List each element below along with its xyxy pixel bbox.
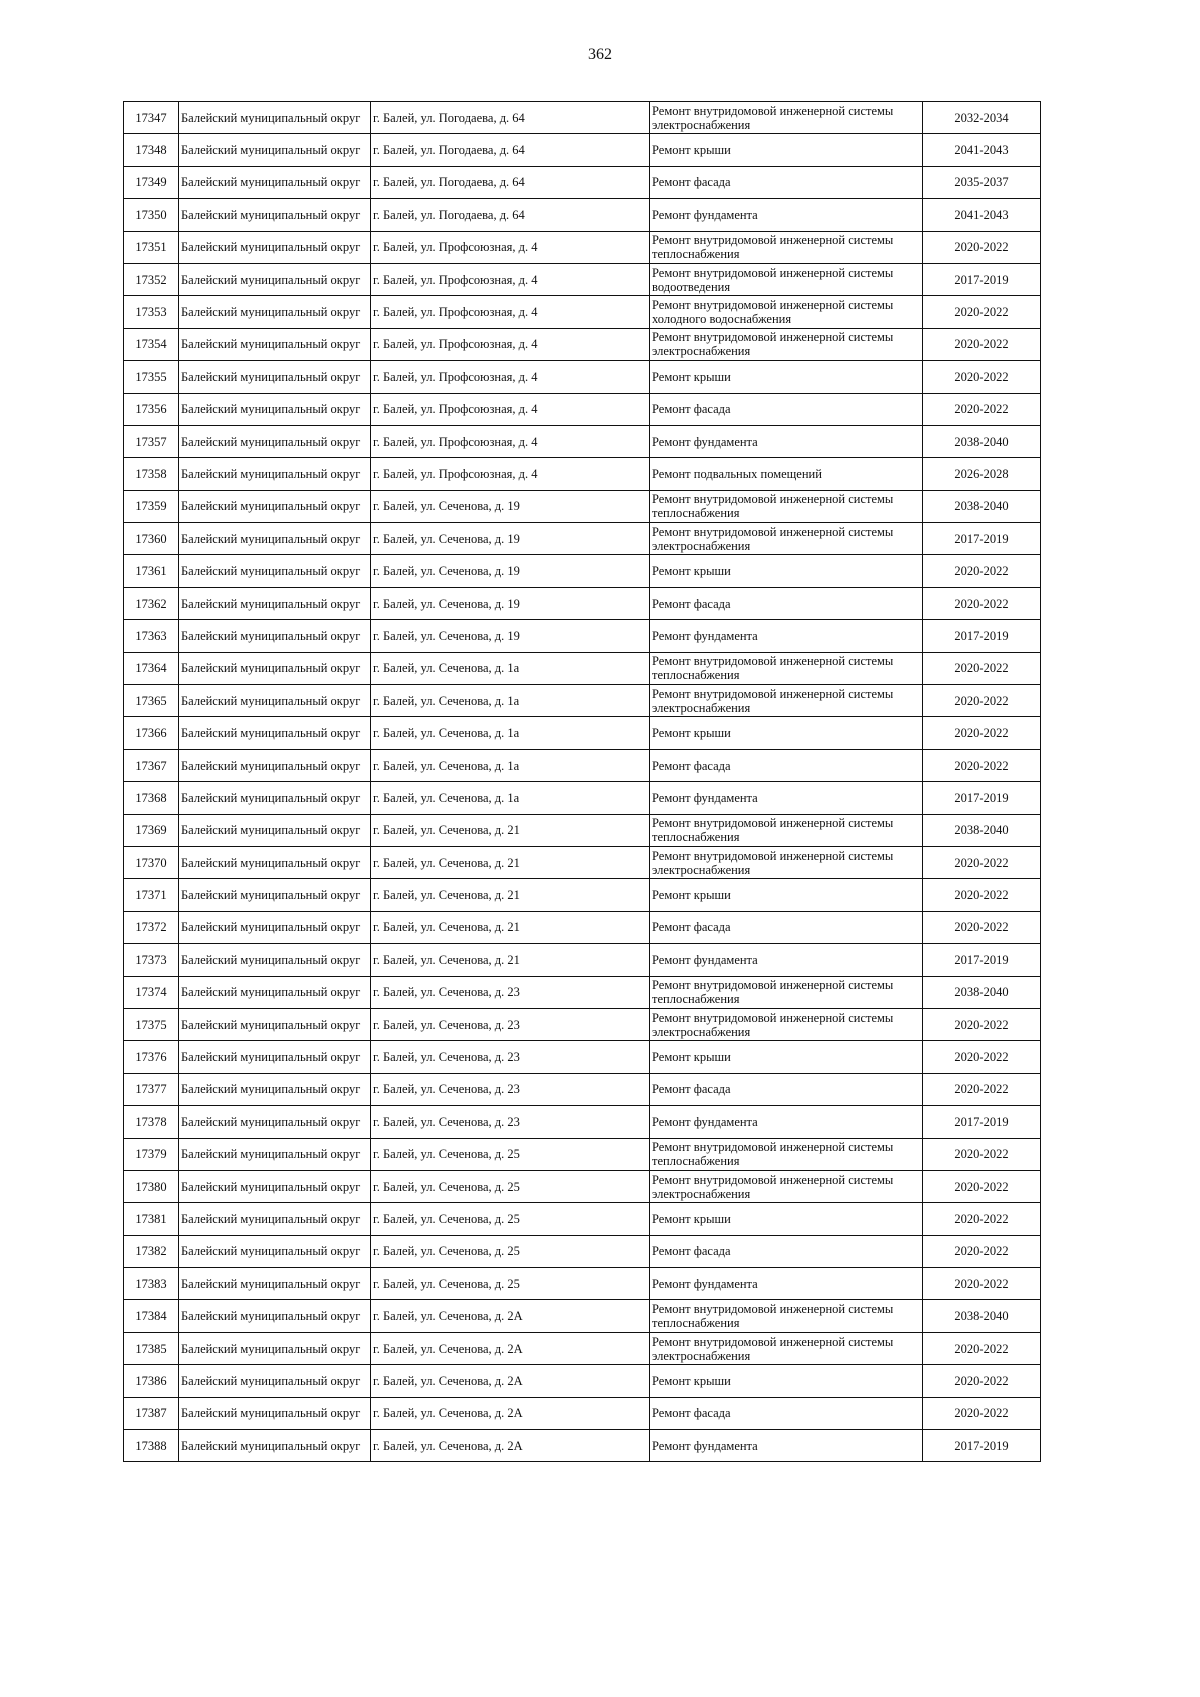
municipality-cell: Балейский муниципальный округ bbox=[179, 425, 371, 457]
address-cell: г. Балей, ул. Сеченова, д. 19 bbox=[371, 555, 650, 587]
row-number-cell: 17382 bbox=[124, 1235, 179, 1267]
work-type-cell: Ремонт фундамента bbox=[650, 1430, 923, 1462]
municipality-cell: Балейский муниципальный округ bbox=[179, 263, 371, 295]
period-cell: 2017-2019 bbox=[923, 620, 1041, 652]
period-cell: 2041-2043 bbox=[923, 199, 1041, 231]
address-cell: г. Балей, ул. Сеченова, д. 23 bbox=[371, 1041, 650, 1073]
period-cell: 2020-2022 bbox=[923, 652, 1041, 684]
municipality-cell: Балейский муниципальный округ bbox=[179, 1397, 371, 1429]
address-cell: г. Балей, ул. Сеченова, д. 19 bbox=[371, 587, 650, 619]
row-number-cell: 17372 bbox=[124, 911, 179, 943]
work-type-cell: Ремонт крыши bbox=[650, 1365, 923, 1397]
row-number-cell: 17385 bbox=[124, 1332, 179, 1364]
municipality-cell: Балейский муниципальный округ bbox=[179, 1365, 371, 1397]
municipality-cell: Балейский муниципальный округ bbox=[179, 458, 371, 490]
address-cell: г. Балей, ул. Сеченова, д. 21 bbox=[371, 846, 650, 878]
table-row bbox=[124, 814, 1041, 846]
work-type-cell: Ремонт внутридомовой инженерной системы электроснабжения bbox=[650, 1332, 923, 1364]
period-cell: 2020-2022 bbox=[923, 911, 1041, 943]
period-cell: 2020-2022 bbox=[923, 328, 1041, 360]
municipality-cell: Балейский муниципальный округ bbox=[179, 782, 371, 814]
work-type-cell: Ремонт фундамента bbox=[650, 782, 923, 814]
row-number-cell: 17363 bbox=[124, 620, 179, 652]
row-number-cell: 17370 bbox=[124, 846, 179, 878]
table-row bbox=[124, 1365, 1041, 1397]
work-type-cell: Ремонт внутридомовой инженерной системы водоотведения bbox=[650, 263, 923, 295]
work-type-cell: Ремонт внутридомовой инженерной системы электроснабжения bbox=[650, 523, 923, 555]
row-number-cell: 17347 bbox=[124, 102, 179, 134]
work-type-cell: Ремонт крыши bbox=[650, 1203, 923, 1235]
work-type-cell: Ремонт внутридомовой инженерной системы электроснабжения bbox=[650, 846, 923, 878]
row-number-cell: 17362 bbox=[124, 587, 179, 619]
period-cell: 2026-2028 bbox=[923, 458, 1041, 490]
row-number-cell: 17352 bbox=[124, 263, 179, 295]
work-type-cell: Ремонт крыши bbox=[650, 555, 923, 587]
period-cell: 2020-2022 bbox=[923, 749, 1041, 781]
address-cell: г. Балей, ул. Сеченова, д. 2А bbox=[371, 1332, 650, 1364]
address-cell: г. Балей, ул. Сеченова, д. 25 bbox=[371, 1170, 650, 1202]
work-type-cell: Ремонт фасада bbox=[650, 911, 923, 943]
municipality-cell: Балейский муниципальный округ bbox=[179, 814, 371, 846]
work-type-cell: Ремонт внутридомовой инженерной системы электроснабжения bbox=[650, 685, 923, 717]
address-cell: г. Балей, ул. Сеченова, д. 25 bbox=[371, 1203, 650, 1235]
address-cell: г. Балей, ул. Сеченова, д. 19 bbox=[371, 523, 650, 555]
municipality-cell: Балейский муниципальный округ bbox=[179, 1106, 371, 1138]
period-cell: 2017-2019 bbox=[923, 1430, 1041, 1462]
period-cell: 2032-2034 bbox=[923, 102, 1041, 134]
work-type-cell: Ремонт фундамента bbox=[650, 620, 923, 652]
table-row bbox=[124, 620, 1041, 652]
table-row bbox=[124, 523, 1041, 555]
address-cell: г. Балей, ул. Профсоюзная, д. 4 bbox=[371, 263, 650, 295]
address-cell: г. Балей, ул. Сеченова, д. 25 bbox=[371, 1138, 650, 1170]
period-cell: 2020-2022 bbox=[923, 1365, 1041, 1397]
address-cell: г. Балей, ул. Погодаева, д. 64 bbox=[371, 102, 650, 134]
period-cell: 2020-2022 bbox=[923, 1268, 1041, 1300]
municipality-cell: Балейский муниципальный округ bbox=[179, 1300, 371, 1332]
municipality-cell: Балейский муниципальный округ bbox=[179, 231, 371, 263]
row-number-cell: 17388 bbox=[124, 1430, 179, 1462]
table-row bbox=[124, 555, 1041, 587]
work-type-cell: Ремонт внутридомовой инженерной системы теплоснабжения bbox=[650, 652, 923, 684]
row-number-cell: 17355 bbox=[124, 361, 179, 393]
row-number-cell: 17356 bbox=[124, 393, 179, 425]
period-cell: 2035-2037 bbox=[923, 166, 1041, 198]
period-cell: 2038-2040 bbox=[923, 425, 1041, 457]
row-number-cell: 17359 bbox=[124, 490, 179, 522]
period-cell: 2020-2022 bbox=[923, 1332, 1041, 1364]
address-cell: г. Балей, ул. Профсоюзная, д. 4 bbox=[371, 425, 650, 457]
work-type-cell: Ремонт фундамента bbox=[650, 1106, 923, 1138]
municipality-cell: Балейский муниципальный округ bbox=[179, 1235, 371, 1267]
address-cell: г. Балей, ул. Сеченова, д. 23 bbox=[371, 976, 650, 1008]
table-row bbox=[124, 328, 1041, 360]
work-type-cell: Ремонт внутридомовой инженерной системы теплоснабжения bbox=[650, 490, 923, 522]
work-type-cell: Ремонт крыши bbox=[650, 879, 923, 911]
row-number-cell: 17376 bbox=[124, 1041, 179, 1073]
municipality-cell: Балейский муниципальный округ bbox=[179, 587, 371, 619]
address-cell: г. Балей, ул. Сеченова, д. 21 bbox=[371, 879, 650, 911]
period-cell: 2038-2040 bbox=[923, 814, 1041, 846]
row-number-cell: 17375 bbox=[124, 1008, 179, 1040]
row-number-cell: 17373 bbox=[124, 944, 179, 976]
work-type-cell: Ремонт внутридомовой инженерной системы электроснабжения bbox=[650, 1008, 923, 1040]
address-cell: г. Балей, ул. Профсоюзная, д. 4 bbox=[371, 393, 650, 425]
table-row bbox=[124, 458, 1041, 490]
row-number-cell: 17361 bbox=[124, 555, 179, 587]
municipality-cell: Балейский муниципальный округ bbox=[179, 1041, 371, 1073]
municipality-cell: Балейский муниципальный округ bbox=[179, 652, 371, 684]
address-cell: г. Балей, ул. Сеченова, д. 21 bbox=[371, 814, 650, 846]
table-row bbox=[124, 879, 1041, 911]
municipality-cell: Балейский муниципальный округ bbox=[179, 749, 371, 781]
municipality-cell: Балейский муниципальный округ bbox=[179, 166, 371, 198]
address-cell: г. Балей, ул. Профсоюзная, д. 4 bbox=[371, 361, 650, 393]
row-number-cell: 17353 bbox=[124, 296, 179, 328]
table-row bbox=[124, 425, 1041, 457]
row-number-cell: 17386 bbox=[124, 1365, 179, 1397]
work-type-cell: Ремонт крыши bbox=[650, 717, 923, 749]
municipality-cell: Балейский муниципальный округ bbox=[179, 911, 371, 943]
municipality-cell: Балейский муниципальный округ bbox=[179, 296, 371, 328]
table-row bbox=[124, 199, 1041, 231]
municipality-cell: Балейский муниципальный округ bbox=[179, 879, 371, 911]
municipality-cell: Балейский муниципальный округ bbox=[179, 1268, 371, 1300]
table-row bbox=[124, 1106, 1041, 1138]
row-number-cell: 17367 bbox=[124, 749, 179, 781]
municipality-cell: Балейский муниципальный округ bbox=[179, 361, 371, 393]
table-row bbox=[124, 717, 1041, 749]
table-row bbox=[124, 1008, 1041, 1040]
work-type-cell: Ремонт фасада bbox=[650, 393, 923, 425]
period-cell: 2038-2040 bbox=[923, 1300, 1041, 1332]
period-cell: 2020-2022 bbox=[923, 717, 1041, 749]
period-cell: 2020-2022 bbox=[923, 1203, 1041, 1235]
address-cell: г. Балей, ул. Профсоюзная, д. 4 bbox=[371, 231, 650, 263]
row-number-cell: 17374 bbox=[124, 976, 179, 1008]
table-row bbox=[124, 911, 1041, 943]
table-row bbox=[124, 1268, 1041, 1300]
row-number-cell: 17384 bbox=[124, 1300, 179, 1332]
municipality-cell: Балейский муниципальный округ bbox=[179, 328, 371, 360]
table-row bbox=[124, 1430, 1041, 1462]
municipality-cell: Балейский муниципальный округ bbox=[179, 1170, 371, 1202]
table-body bbox=[124, 102, 1041, 1462]
period-cell: 2020-2022 bbox=[923, 1008, 1041, 1040]
table-row bbox=[124, 361, 1041, 393]
period-cell: 2020-2022 bbox=[923, 685, 1041, 717]
row-number-cell: 17366 bbox=[124, 717, 179, 749]
row-number-cell: 17377 bbox=[124, 1073, 179, 1105]
address-cell: г. Балей, ул. Сеченова, д. 2А bbox=[371, 1365, 650, 1397]
table-row bbox=[124, 166, 1041, 198]
municipality-cell: Балейский муниципальный округ bbox=[179, 944, 371, 976]
address-cell: г. Балей, ул. Сеченова, д. 23 bbox=[371, 1073, 650, 1105]
address-cell: г. Балей, ул. Сеченова, д. 1а bbox=[371, 782, 650, 814]
work-type-cell: Ремонт фасада bbox=[650, 1073, 923, 1105]
row-number-cell: 17378 bbox=[124, 1106, 179, 1138]
municipality-cell: Балейский муниципальный округ bbox=[179, 523, 371, 555]
address-cell: г. Балей, ул. Сеченова, д. 23 bbox=[371, 1008, 650, 1040]
row-number-cell: 17364 bbox=[124, 652, 179, 684]
row-number-cell: 17360 bbox=[124, 523, 179, 555]
municipality-cell: Балейский муниципальный округ bbox=[179, 717, 371, 749]
table-row bbox=[124, 782, 1041, 814]
row-number-cell: 17348 bbox=[124, 134, 179, 166]
address-cell: г. Балей, ул. Сеченова, д. 1а bbox=[371, 717, 650, 749]
table-row bbox=[124, 490, 1041, 522]
work-type-cell: Ремонт крыши bbox=[650, 361, 923, 393]
work-type-cell: Ремонт фундамента bbox=[650, 1268, 923, 1300]
work-type-cell: Ремонт внутридомовой инженерной системы электроснабжения bbox=[650, 328, 923, 360]
work-type-cell: Ремонт фасада bbox=[650, 166, 923, 198]
period-cell: 2038-2040 bbox=[923, 976, 1041, 1008]
municipality-cell: Балейский муниципальный округ bbox=[179, 685, 371, 717]
work-type-cell: Ремонт внутридомовой инженерной системы электроснабжения bbox=[650, 102, 923, 134]
address-cell: г. Балей, ул. Сеченова, д. 25 bbox=[371, 1235, 650, 1267]
table-row bbox=[124, 1073, 1041, 1105]
work-type-cell: Ремонт внутридомовой инженерной системы теплоснабжения bbox=[650, 1300, 923, 1332]
period-cell: 2020-2022 bbox=[923, 231, 1041, 263]
work-type-cell: Ремонт внутридомовой инженерной системы теплоснабжения bbox=[650, 976, 923, 1008]
table-row bbox=[124, 587, 1041, 619]
address-cell: г. Балей, ул. Сеченова, д. 19 bbox=[371, 620, 650, 652]
period-cell: 2020-2022 bbox=[923, 1073, 1041, 1105]
period-cell: 2020-2022 bbox=[923, 879, 1041, 911]
address-cell: г. Балей, ул. Профсоюзная, д. 4 bbox=[371, 296, 650, 328]
municipality-cell: Балейский муниципальный округ bbox=[179, 1203, 371, 1235]
address-cell: г. Балей, ул. Погодаева, д. 64 bbox=[371, 166, 650, 198]
work-type-cell: Ремонт фасада bbox=[650, 1397, 923, 1429]
row-number-cell: 17369 bbox=[124, 814, 179, 846]
period-cell: 2020-2022 bbox=[923, 296, 1041, 328]
period-cell: 2017-2019 bbox=[923, 1106, 1041, 1138]
row-number-cell: 17358 bbox=[124, 458, 179, 490]
address-cell: г. Балей, ул. Сеченова, д. 21 bbox=[371, 944, 650, 976]
row-number-cell: 17351 bbox=[124, 231, 179, 263]
municipality-cell: Балейский муниципальный округ bbox=[179, 490, 371, 522]
period-cell: 2017-2019 bbox=[923, 944, 1041, 976]
municipality-cell: Балейский муниципальный округ bbox=[179, 1430, 371, 1462]
municipality-cell: Балейский муниципальный округ bbox=[179, 1332, 371, 1364]
table-row bbox=[124, 134, 1041, 166]
municipality-cell: Балейский муниципальный округ bbox=[179, 1073, 371, 1105]
address-cell: г. Балей, ул. Сеченова, д. 1а bbox=[371, 652, 650, 684]
table-row bbox=[124, 102, 1041, 134]
period-cell: 2017-2019 bbox=[923, 523, 1041, 555]
municipality-cell: Балейский муниципальный округ bbox=[179, 1138, 371, 1170]
table-row bbox=[124, 1203, 1041, 1235]
municipality-cell: Балейский муниципальный округ bbox=[179, 102, 371, 134]
table-row bbox=[124, 393, 1041, 425]
period-cell: 2020-2022 bbox=[923, 1041, 1041, 1073]
work-type-cell: Ремонт внутридомовой инженерной системы электроснабжения bbox=[650, 1170, 923, 1202]
table-row bbox=[124, 231, 1041, 263]
work-type-cell: Ремонт внутридомовой инженерной системы холодного водоснабжения bbox=[650, 296, 923, 328]
work-type-cell: Ремонт крыши bbox=[650, 134, 923, 166]
address-cell: г. Балей, ул. Сеченова, д. 2А bbox=[371, 1300, 650, 1332]
period-cell: 2020-2022 bbox=[923, 1397, 1041, 1429]
period-cell: 2017-2019 bbox=[923, 782, 1041, 814]
row-number-cell: 17354 bbox=[124, 328, 179, 360]
period-cell: 2020-2022 bbox=[923, 1235, 1041, 1267]
period-cell: 2017-2019 bbox=[923, 263, 1041, 295]
table-row bbox=[124, 1170, 1041, 1202]
period-cell: 2020-2022 bbox=[923, 846, 1041, 878]
municipality-cell: Балейский муниципальный округ bbox=[179, 393, 371, 425]
municipality-cell: Балейский муниципальный округ bbox=[179, 976, 371, 1008]
table-row bbox=[124, 1235, 1041, 1267]
municipality-cell: Балейский муниципальный округ bbox=[179, 1008, 371, 1040]
table-row bbox=[124, 685, 1041, 717]
work-type-cell: Ремонт крыши bbox=[650, 1041, 923, 1073]
municipality-cell: Балейский муниципальный округ bbox=[179, 199, 371, 231]
municipality-cell: Балейский муниципальный округ bbox=[179, 134, 371, 166]
row-number-cell: 17357 bbox=[124, 425, 179, 457]
work-type-cell: Ремонт фасада bbox=[650, 1235, 923, 1267]
table-row bbox=[124, 652, 1041, 684]
work-type-cell: Ремонт фундамента bbox=[650, 199, 923, 231]
period-cell: 2020-2022 bbox=[923, 361, 1041, 393]
address-cell: г. Балей, ул. Погодаева, д. 64 bbox=[371, 134, 650, 166]
municipality-cell: Балейский муниципальный округ bbox=[179, 620, 371, 652]
row-number-cell: 17380 bbox=[124, 1170, 179, 1202]
period-cell: 2020-2022 bbox=[923, 393, 1041, 425]
repair-schedule-table bbox=[123, 101, 1041, 1462]
period-cell: 2020-2022 bbox=[923, 555, 1041, 587]
table-row bbox=[124, 1300, 1041, 1332]
table-row bbox=[124, 1332, 1041, 1364]
period-cell: 2020-2022 bbox=[923, 1138, 1041, 1170]
work-type-cell: Ремонт фасада bbox=[650, 587, 923, 619]
municipality-cell: Балейский муниципальный округ bbox=[179, 846, 371, 878]
address-cell: г. Балей, ул. Профсоюзная, д. 4 bbox=[371, 328, 650, 360]
work-type-cell: Ремонт внутридомовой инженерной системы теплоснабжения bbox=[650, 814, 923, 846]
address-cell: г. Балей, ул. Сеченова, д. 1а bbox=[371, 749, 650, 781]
work-type-cell: Ремонт фундамента bbox=[650, 425, 923, 457]
period-cell: 2041-2043 bbox=[923, 134, 1041, 166]
row-number-cell: 17350 bbox=[124, 199, 179, 231]
table-row bbox=[124, 1138, 1041, 1170]
table-row bbox=[124, 1397, 1041, 1429]
row-number-cell: 17383 bbox=[124, 1268, 179, 1300]
table-row bbox=[124, 1041, 1041, 1073]
address-cell: г. Балей, ул. Сеченова, д. 19 bbox=[371, 490, 650, 522]
period-cell: 2020-2022 bbox=[923, 1170, 1041, 1202]
work-type-cell: Ремонт фундамента bbox=[650, 944, 923, 976]
address-cell: г. Балей, ул. Сеченова, д. 1а bbox=[371, 685, 650, 717]
table-row bbox=[124, 846, 1041, 878]
page-number: 362 bbox=[588, 46, 612, 63]
row-number-cell: 17349 bbox=[124, 166, 179, 198]
municipality-cell: Балейский муниципальный округ bbox=[179, 555, 371, 587]
table-row bbox=[124, 263, 1041, 295]
row-number-cell: 17371 bbox=[124, 879, 179, 911]
row-number-cell: 17368 bbox=[124, 782, 179, 814]
address-cell: г. Балей, ул. Сеченова, д. 23 bbox=[371, 1106, 650, 1138]
address-cell: г. Балей, ул. Погодаева, д. 64 bbox=[371, 199, 650, 231]
table-row bbox=[124, 296, 1041, 328]
work-type-cell: Ремонт внутридомовой инженерной системы теплоснабжения bbox=[650, 1138, 923, 1170]
work-type-cell: Ремонт подвальных помещений bbox=[650, 458, 923, 490]
table-row bbox=[124, 976, 1041, 1008]
work-type-cell: Ремонт внутридомовой инженерной системы теплоснабжения bbox=[650, 231, 923, 263]
period-cell: 2038-2040 bbox=[923, 490, 1041, 522]
row-number-cell: 17365 bbox=[124, 685, 179, 717]
address-cell: г. Балей, ул. Сеченова, д. 2А bbox=[371, 1430, 650, 1462]
period-cell: 2020-2022 bbox=[923, 587, 1041, 619]
row-number-cell: 17387 bbox=[124, 1397, 179, 1429]
address-cell: г. Балей, ул. Профсоюзная, д. 4 bbox=[371, 458, 650, 490]
row-number-cell: 17379 bbox=[124, 1138, 179, 1170]
address-cell: г. Балей, ул. Сеченова, д. 21 bbox=[371, 911, 650, 943]
row-number-cell: 17381 bbox=[124, 1203, 179, 1235]
table-row bbox=[124, 749, 1041, 781]
address-cell: г. Балей, ул. Сеченова, д. 25 bbox=[371, 1268, 650, 1300]
work-type-cell: Ремонт фасада bbox=[650, 749, 923, 781]
address-cell: г. Балей, ул. Сеченова, д. 2А bbox=[371, 1397, 650, 1429]
table-row bbox=[124, 944, 1041, 976]
